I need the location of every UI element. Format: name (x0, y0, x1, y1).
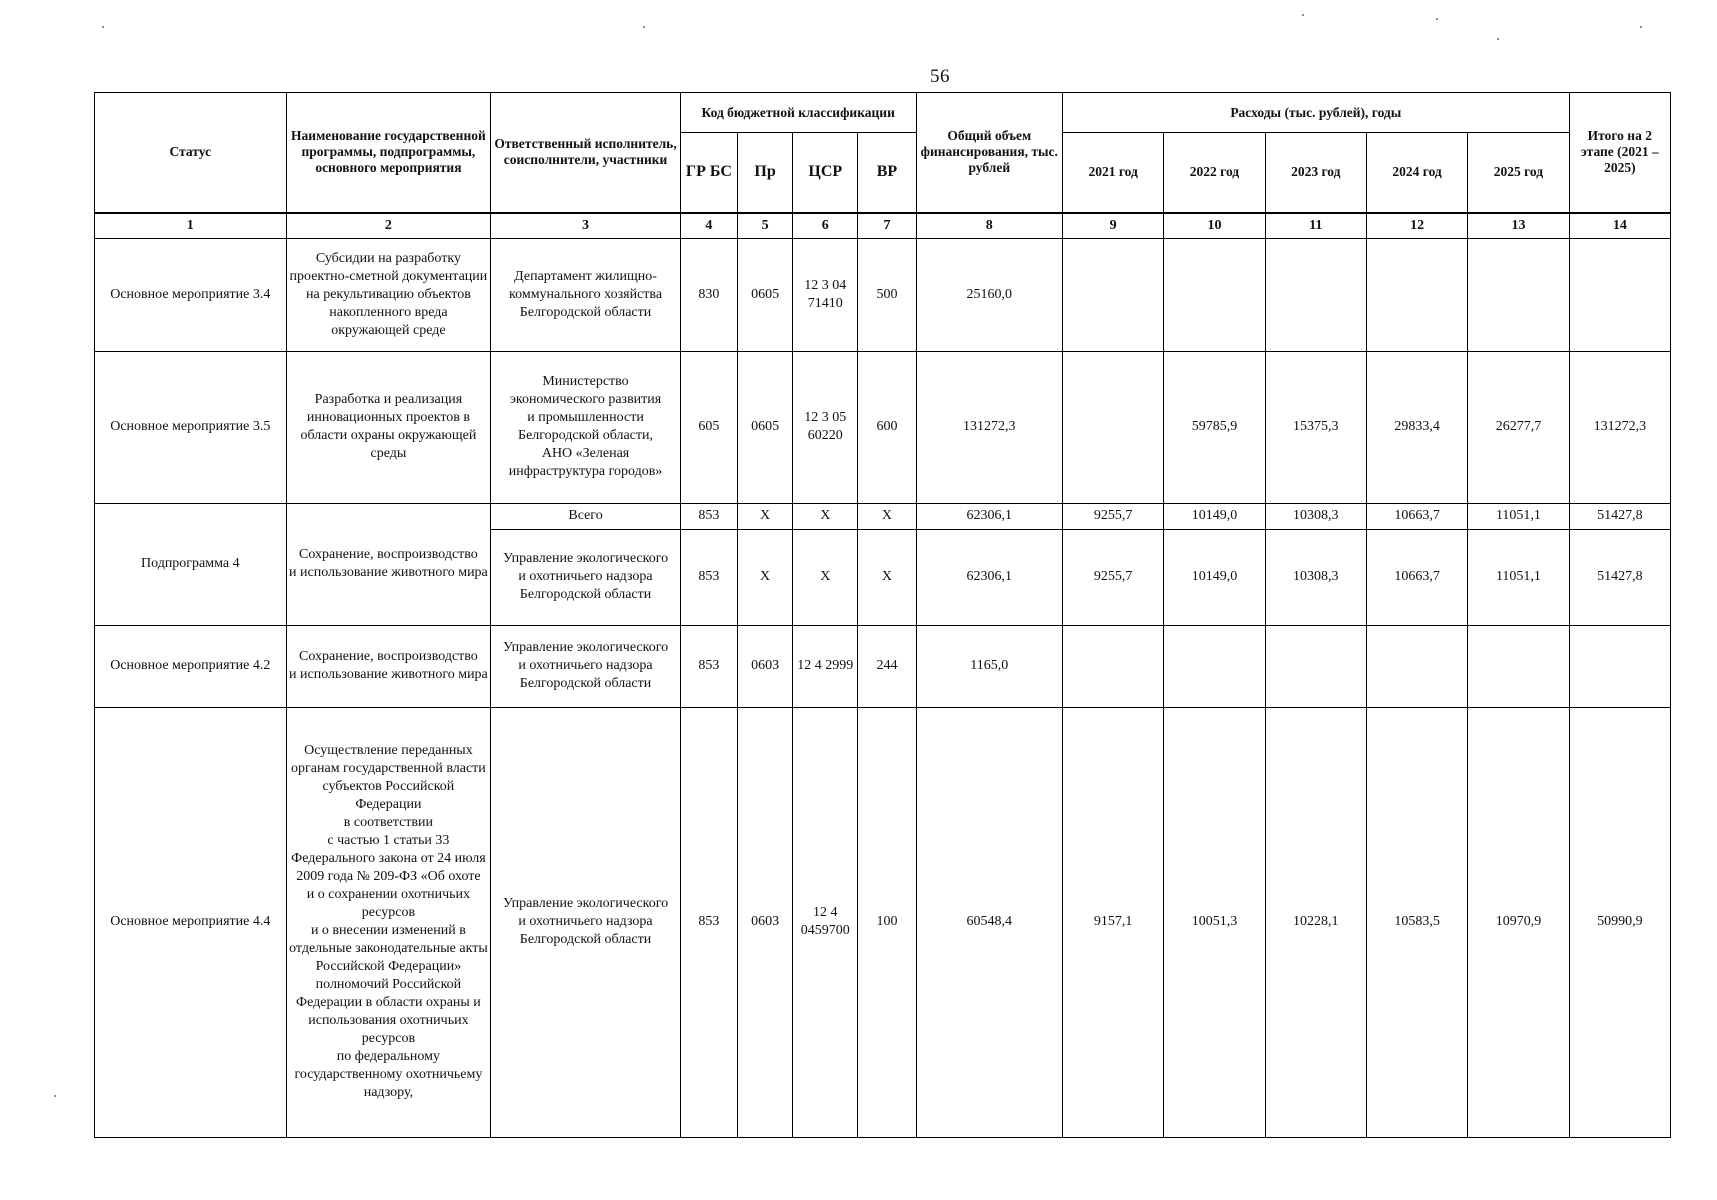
row-status: Основное мероприятие 4.4 (95, 707, 287, 1137)
table-row (95, 625, 1671, 707)
row-2025: 11051,1 (1468, 503, 1569, 529)
row-total: 60548,4 (916, 707, 1062, 1137)
row-csr: X (793, 503, 858, 529)
row-csr: X (793, 529, 858, 625)
table-row (95, 707, 1671, 1137)
row-grbs: 853 (680, 625, 737, 707)
header-year-2025: 2025 год (1468, 133, 1569, 213)
row-name: Субсидии на разработку проектно-сметной документации на рекультивацию объектов накопленного вреда окружающей среде (286, 238, 491, 351)
row-total: 131272,3 (916, 351, 1062, 503)
row-2022: 10149,0 (1164, 503, 1265, 529)
row-total: 62306,1 (916, 529, 1062, 625)
header-pr: Пр (738, 133, 793, 213)
row-executor: Всего (491, 503, 681, 529)
row-2023 (1265, 238, 1366, 351)
scan-speck (1436, 18, 1438, 20)
column-number: 4 (680, 213, 737, 239)
row-2022 (1164, 625, 1265, 707)
row-2023 (1265, 625, 1366, 707)
row-2022: 10051,3 (1164, 707, 1265, 1137)
row-csr: 12 3 05 60220 (793, 351, 858, 503)
scan-speck (1497, 38, 1499, 40)
row-2023: 10308,3 (1265, 503, 1366, 529)
row-stage-total: 131272,3 (1569, 351, 1670, 503)
row-pr: X (738, 529, 793, 625)
row-executor: Министерство экономического развития и промышленности Белгородской области, АНО «Зеленая инфраструктура городов» (491, 351, 681, 503)
header-year-2021: 2021 год (1063, 133, 1164, 213)
column-number: 3 (491, 213, 681, 239)
scan-speck (1302, 14, 1304, 16)
row-pr: X (738, 503, 793, 529)
row-2021 (1063, 238, 1164, 351)
row-2025: 10970,9 (1468, 707, 1569, 1137)
table-row (95, 238, 1671, 351)
column-number: 5 (738, 213, 793, 239)
row-2022 (1164, 238, 1265, 351)
scan-speck (1640, 26, 1642, 28)
row-total: 62306,1 (916, 503, 1062, 529)
row-vr: X (858, 503, 916, 529)
header-stage-total: Итого на 2 этапе (2021 – 2025) (1569, 93, 1670, 213)
header-csr: ЦСР (793, 133, 858, 213)
row-2024 (1366, 625, 1467, 707)
scan-speck (54, 1095, 56, 1097)
row-stage-total: 50990,9 (1569, 707, 1670, 1137)
header-expenses: Расходы (тыс. рублей), годы (1063, 93, 1570, 133)
row-pr: 0603 (738, 625, 793, 707)
row-grbs: 830 (680, 238, 737, 351)
row-grbs: 853 (680, 529, 737, 625)
header-year-2023: 2023 год (1265, 133, 1366, 213)
row-pr: 0605 (738, 351, 793, 503)
row-stage-total: 51427,8 (1569, 503, 1670, 529)
header-status: Статус (95, 93, 287, 213)
table-row (95, 503, 1671, 529)
row-2024: 29833,4 (1366, 351, 1467, 503)
row-2023: 10308,3 (1265, 529, 1366, 625)
column-number: 6 (793, 213, 858, 239)
row-pr: 0605 (738, 238, 793, 351)
row-vr: 600 (858, 351, 916, 503)
row-2021: 9255,7 (1063, 503, 1164, 529)
row-2021: 9157,1 (1063, 707, 1164, 1137)
header-budget-code: Код бюджетной классификации (680, 93, 916, 133)
row-status: Основное мероприятие 4.2 (95, 625, 287, 707)
row-2023: 15375,3 (1265, 351, 1366, 503)
row-vr: 100 (858, 707, 916, 1137)
row-2024: 10663,7 (1366, 529, 1467, 625)
column-number: 13 (1468, 213, 1569, 239)
row-name: Осуществление переданных органам государственной власти субъектов Российской Федерации в соответствии с частью 1 статьи 33 Федерального закона от 24 июля 2009 года № 209-ФЗ «Об охоте и о сохранении охотничьих ресурсов и о внесении изменений в отдельные законодательные акты Российской Федерации» полномочий Российской Федерации в области охраны и использования охотничьих ресурсов по федеральному государственному охотничьему надзору, (286, 707, 491, 1137)
column-number: 1 (95, 213, 287, 239)
page-number: 56 (930, 66, 950, 87)
column-number: 9 (1063, 213, 1164, 239)
row-executor: Управление экологического и охотничьего надзора Белгородской области (491, 625, 681, 707)
scan-speck (102, 26, 104, 28)
header-grbs: ГР БС (680, 133, 737, 213)
header-year-2024: 2024 год (1366, 133, 1467, 213)
budget-table (94, 92, 1671, 1138)
row-csr: 12 3 04 71410 (793, 238, 858, 351)
row-csr: 12 4 0459700 (793, 707, 858, 1137)
scan-speck (643, 26, 645, 28)
row-2025: 26277,7 (1468, 351, 1569, 503)
row-grbs: 605 (680, 351, 737, 503)
row-2024 (1366, 238, 1467, 351)
column-number: 14 (1569, 213, 1670, 239)
row-total: 25160,0 (916, 238, 1062, 351)
row-2021 (1063, 625, 1164, 707)
row-2025 (1468, 625, 1569, 707)
row-stage-total: 51427,8 (1569, 529, 1670, 625)
row-status: Основное мероприятие 3.5 (95, 351, 287, 503)
row-2021 (1063, 351, 1164, 503)
row-2022: 59785,9 (1164, 351, 1265, 503)
row-pr: 0603 (738, 707, 793, 1137)
column-number: 8 (916, 213, 1062, 239)
row-name: Разработка и реализация инновационных проектов в области охраны окружающей среды (286, 351, 491, 503)
column-number: 10 (1164, 213, 1265, 239)
table-row (95, 351, 1671, 503)
row-status: Основное мероприятие 3.4 (95, 238, 287, 351)
row-executor: Департамент жилищно-коммунального хозяйства Белгородской области (491, 238, 681, 351)
row-executor: Управление экологического и охотничьего надзора Белгородской области (491, 529, 681, 625)
header-total-financing: Общий объем финансирования, тыс. рублей (916, 93, 1062, 213)
column-number: 12 (1366, 213, 1467, 239)
row-2024: 10663,7 (1366, 503, 1467, 529)
row-stage-total (1569, 625, 1670, 707)
row-vr: 500 (858, 238, 916, 351)
header-program-name: Наименование государственной программы, подпрограммы, основного мероприятия (286, 93, 491, 213)
row-2022: 10149,0 (1164, 529, 1265, 625)
row-vr: 244 (858, 625, 916, 707)
row-grbs: 853 (680, 707, 737, 1137)
row-vr: X (858, 529, 916, 625)
row-executor: Управление экологического и охотничьего надзора Белгородской области (491, 707, 681, 1137)
row-stage-total (1569, 238, 1670, 351)
header-vr: ВР (858, 133, 916, 213)
row-csr: 12 4 2999 (793, 625, 858, 707)
header-year-2022: 2022 год (1164, 133, 1265, 213)
column-number: 2 (286, 213, 491, 239)
row-2023: 10228,1 (1265, 707, 1366, 1137)
row-name: Сохранение, воспроизводство и использование животного мира (286, 503, 491, 625)
row-2021: 9255,7 (1063, 529, 1164, 625)
row-2024: 10583,5 (1366, 707, 1467, 1137)
row-status: Подпрограмма 4 (95, 503, 287, 625)
row-total: 1165,0 (916, 625, 1062, 707)
row-2025: 11051,1 (1468, 529, 1569, 625)
header-executor: Ответственный исполнитель, соисполнители, участники (491, 93, 681, 213)
row-2025 (1468, 238, 1569, 351)
column-number: 7 (858, 213, 916, 239)
row-grbs: 853 (680, 503, 737, 529)
column-number: 11 (1265, 213, 1366, 239)
row-name: Сохранение, воспроизводство и использование животного мира (286, 625, 491, 707)
